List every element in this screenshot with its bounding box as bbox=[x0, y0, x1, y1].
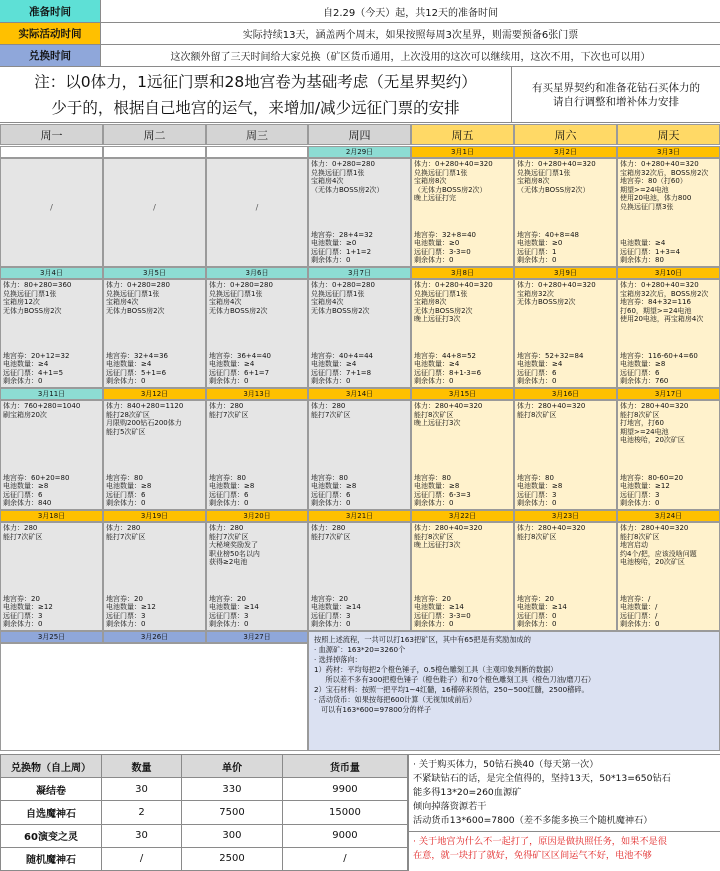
day-cell bbox=[103, 279, 206, 388]
exchange-item: 60演变之灵 bbox=[1, 824, 102, 847]
day-date bbox=[103, 146, 206, 158]
day-stats: 地宫券：/ 电池数量：/ 远征门票：/ 剩余体力：0 bbox=[620, 594, 660, 629]
day-stats: 电池数量：≥4 远征门票：1+3=4 剩余体力：80 bbox=[620, 239, 681, 265]
tip-line: 倾向掉落资源若干 bbox=[413, 801, 487, 812]
exchange-total: 9900 bbox=[282, 778, 407, 801]
summary-line: 按照上述流程，一共可以打163把矿区，其中有65把是有奖励加成的 bbox=[314, 635, 531, 644]
note-line-1: 注：以0体力，1远征门票和28地宫卷为基础考虑（无星界契约） bbox=[34, 72, 477, 91]
exchange-price: 2500 bbox=[182, 847, 283, 870]
day-cell bbox=[0, 158, 103, 267]
exchange-qty: / bbox=[102, 847, 182, 870]
day-plan: 体力：280 能打7次矿区 bbox=[311, 524, 351, 541]
event-time-label: 实际活动时间 bbox=[0, 23, 101, 44]
day-cell bbox=[103, 522, 206, 631]
day-date: 3月15日 bbox=[411, 388, 514, 400]
exchange-table bbox=[0, 754, 408, 871]
day-date bbox=[0, 146, 103, 158]
exchange-header: 货币量 bbox=[282, 755, 407, 778]
day-date: 3月12日 bbox=[103, 388, 206, 400]
exchange-total: 9000 bbox=[282, 824, 407, 847]
day-stats: 地宫券：20 电池数量：≥14 远征门票：0 剩余体力：0 bbox=[517, 594, 567, 629]
day-plan: 体力：0+280+40=320 宝箱房32次后，BOSS房2次 地宫券：80（打60） 期望>=24电池 使用20电池，体力800 兑换远征门票3张 bbox=[620, 160, 709, 211]
day-stats: 地宫券：40+4=44 电池数量：≥4 远征门票：7+1=8 剩余体力：0 bbox=[311, 351, 373, 386]
exchange-row bbox=[1, 778, 408, 801]
day-date: 3月2日 bbox=[514, 146, 617, 158]
day-cell bbox=[411, 522, 514, 631]
weekday-header: 周六 bbox=[514, 124, 617, 145]
tips-panel bbox=[408, 754, 720, 871]
day-stats: 地宫券：32+4=36 电池数量：≥4 远征门票：5+1=6 剩余体力：0 bbox=[106, 351, 168, 386]
day-plan: 体力：280+40=320 能打8次矿区 bbox=[517, 524, 586, 541]
day-date: 3月10日 bbox=[617, 267, 720, 279]
weekday-header: 周天 bbox=[617, 124, 720, 145]
day-stats: 地宫券：80 电池数量：≥8 远征门票：6 剩余体力：0 bbox=[106, 473, 152, 508]
exchange-qty: 30 bbox=[102, 824, 182, 847]
day-stats: 地宫券：80-60=20 电池数量：≥12 远征门票：3 剩余体力：0 bbox=[620, 473, 684, 508]
weekday-header: 周三 bbox=[206, 124, 308, 145]
day-date bbox=[206, 146, 308, 158]
tip-line: 在意，就一块打了就好，免得矿区区间运气不好，电池不够 bbox=[413, 850, 652, 861]
exchange-header: 单价 bbox=[182, 755, 283, 778]
weekday-header: 周二 bbox=[103, 124, 206, 145]
day-stats: 地宫券：80 电池数量：≥8 远征门票：3 剩余体力：0 bbox=[517, 473, 563, 508]
note-banner bbox=[0, 66, 720, 123]
day-plan: 体力：0+280+40=320 宝箱房32次 无体力BOSS房2次 bbox=[517, 281, 596, 307]
exchange-price: 7500 bbox=[182, 801, 283, 824]
event-time-value: 实际持续13天，涵盖两个周末，如果按照每周3次星界，则需要预备6张门票 bbox=[242, 30, 579, 41]
tip-line: · 关于购买体力，50钻石换40（每天第一次） bbox=[413, 759, 599, 770]
note-right-2: 请自行调整和增补体力安排 bbox=[553, 95, 679, 108]
day-plan: 体力：280 能打7次矿区 bbox=[3, 524, 43, 541]
prep-time-label: 准备时间 bbox=[0, 0, 101, 22]
day-stats: 地宫券：80 电池数量：≥8 远征门票：6 剩余体力：0 bbox=[209, 473, 255, 508]
day-stats: 地宫券：20 电池数量：≥12 远征门票：3 剩余体力：0 bbox=[106, 594, 156, 629]
day-cell bbox=[308, 158, 411, 267]
day-date: 3月3日 bbox=[617, 146, 720, 158]
day-plan: 体力：280+40=320 能打8次矿区 晚上远征打3次 bbox=[414, 524, 483, 550]
day-cell bbox=[308, 279, 411, 388]
day-date: 3月4日 bbox=[0, 267, 103, 279]
blank-area bbox=[0, 643, 308, 751]
day-cell bbox=[514, 522, 617, 631]
day-plan: 体力：280+40=320 能打8次矿区 地宫启动 约4个/把，应该没啥问题 电池梭哈，20次矿区 bbox=[620, 524, 697, 567]
day-cell bbox=[617, 522, 720, 631]
calendar bbox=[0, 124, 720, 751]
exchange-total: 15000 bbox=[282, 801, 407, 824]
exchange-time-label: 兑换时间 bbox=[0, 45, 101, 66]
day-date: 3月1日 bbox=[411, 146, 514, 158]
day-stats: 地宫券：28+4=32 电池数量：≥0 远征门票：1+1=2 剩余体力：0 bbox=[311, 230, 373, 265]
exchange-qty: 30 bbox=[102, 778, 182, 801]
day-cell bbox=[308, 400, 411, 510]
day-cell bbox=[206, 400, 308, 510]
day-date: 3月22日 bbox=[411, 510, 514, 522]
day-stats: 地宫券：80 电池数量：≥8 远征门票：6 剩余体力：0 bbox=[311, 473, 357, 508]
prep-time-value: 自2.29（今天）起，共12天的准备时间 bbox=[323, 7, 498, 19]
day-stats: 地宫券：20 电池数量：≥14 远征门票：3 剩余体力：0 bbox=[311, 594, 361, 629]
day-plan: 体力：0+280=280 兑换远征门票1张 宝箱房4次 无体力BOSS房2次 bbox=[311, 281, 375, 315]
summary-line: · 活动货币：如果按每把600计算（无视加成前后） bbox=[314, 695, 477, 704]
exchange-qty: 2 bbox=[102, 801, 182, 824]
exchange-price: 330 bbox=[182, 778, 283, 801]
day-cell bbox=[514, 400, 617, 510]
exchange-row bbox=[1, 824, 408, 847]
day-cell bbox=[308, 522, 411, 631]
day-stats: 地宫券：20+12=32 电池数量：≥4 远征门票：4+1=5 剩余体力：0 bbox=[3, 351, 70, 386]
prep-time-row bbox=[0, 0, 720, 22]
summary-line: 1）药材：平均每把2个橙色锤子，0.5橙色雕刻工具（主观印象判断的数据） bbox=[314, 665, 558, 674]
day-date: 3月18日 bbox=[0, 510, 103, 522]
day-cell bbox=[411, 400, 514, 510]
day-cell bbox=[411, 279, 514, 388]
day-plan: 体力：760+280=1040 刷宝箱房20次 bbox=[3, 402, 81, 419]
day-cell bbox=[617, 400, 720, 510]
day-cell bbox=[617, 279, 720, 388]
empty-slash: / bbox=[153, 202, 156, 212]
day-cell bbox=[206, 158, 308, 267]
day-date: 3月6日 bbox=[206, 267, 308, 279]
day-plan: 体力：0+280+40=320 兑换远征门票1张 宝箱房8次 （无体力BOSS房2次） bbox=[517, 160, 596, 194]
day-date: 3月11日 bbox=[0, 388, 103, 400]
day-date: 3月14日 bbox=[308, 388, 411, 400]
day-date: 3月13日 bbox=[206, 388, 308, 400]
day-plan: 体力：280+40=320 能打8次矿区 打地宫，打60 期望>=24电池 电池梭哈，20次矿区 bbox=[620, 402, 689, 445]
exchange-item: 自选魔神石 bbox=[1, 801, 102, 824]
note-right-1: 有买星界契约和准备花钻石买体力的 bbox=[532, 81, 700, 94]
tip-line: · 关于地宫为什么不一起打了，原因是做执照任务，如果不是很 bbox=[413, 836, 667, 847]
exchange-price: 300 bbox=[182, 824, 283, 847]
day-date: 3月26日 bbox=[103, 631, 206, 643]
exchange-header-row bbox=[1, 755, 408, 778]
exchange-row bbox=[1, 847, 408, 870]
day-stats: 地宫券：52+32=84 电池数量：≥4 远征门票：6 剩余体力：0 bbox=[517, 351, 584, 386]
day-cell bbox=[617, 158, 720, 267]
day-plan: 体力：80+280=360 兑换远征门票1张 宝箱房12次 无体力BOSS房2次 bbox=[3, 281, 72, 315]
day-plan: 体力：280 能打7次矿区 bbox=[106, 524, 146, 541]
day-date: 2月29日 bbox=[308, 146, 411, 158]
day-plan: 体力：0+280+40=320 宝箱房32次后，BOSS房2次 地宫券：84+32=116 打60，期望>=24电池 使用20电池，再宝箱房4次 bbox=[620, 281, 709, 324]
day-date: 3月19日 bbox=[103, 510, 206, 522]
day-date: 3月20日 bbox=[206, 510, 308, 522]
weekday-header: 周四 bbox=[308, 124, 411, 145]
day-cell bbox=[411, 158, 514, 267]
summary-line: 所以差不多有300把橙色锤子（橙色鞋子）和70个橙色雕刻工具（橙色刀油/磨刀石） bbox=[314, 675, 596, 684]
day-stats: 地宫券：20 电池数量：≥12 远征门票：3 剩余体力：0 bbox=[3, 594, 53, 629]
day-cell bbox=[0, 400, 103, 510]
empty-slash: / bbox=[50, 202, 53, 212]
day-plan: 体力：840+280=1120 能打28次矿区 月限购200钻石200体力 能打5次矿区 bbox=[106, 402, 184, 436]
day-stats: 地宫券：40+8=48 电池数量：≥0 远征门票：1 剩余体力：0 bbox=[517, 230, 579, 265]
day-plan: 体力：280 能打7次矿区 bbox=[209, 402, 249, 419]
exchange-header: 数量 bbox=[102, 755, 182, 778]
day-date: 3月9日 bbox=[514, 267, 617, 279]
day-stats: 地宫券：20 电池数量：≥14 远征门票：3 剩余体力：0 bbox=[209, 594, 259, 629]
day-stats: 地宫券：32+8=40 电池数量：≥0 远征门票：3-3=0 剩余体力：0 bbox=[414, 230, 476, 265]
day-date: 3月25日 bbox=[0, 631, 103, 643]
day-plan: 体力：0+280+40=320 兑换远征门票1张 宝箱房8次 无体力BOSS房2次 晚上远征打3次 bbox=[414, 281, 493, 324]
day-date: 3月16日 bbox=[514, 388, 617, 400]
note-line-2: 少于的，根据自己地宫的运气，来增加/减少远征门票的安排 bbox=[51, 98, 460, 117]
day-plan: 体力：280 能打7次矿区 大秘境奖励发了 职业榜50名以内 获得≥2电池 bbox=[209, 524, 260, 567]
day-stats: 地宫券：20 电池数量：≥14 远征门票：3-3=0 剩余体力：0 bbox=[414, 594, 471, 629]
day-date: 3月5日 bbox=[103, 267, 206, 279]
day-date: 3月7日 bbox=[308, 267, 411, 279]
day-stats: 地宫券：60+20=80 电池数量：≥8 远征门票：6 剩余体力：840 bbox=[3, 473, 70, 508]
day-cell bbox=[206, 279, 308, 388]
day-date: 3月24日 bbox=[617, 510, 720, 522]
day-stats: 地宫券：36+4=40 电池数量：≥4 远征门票：6+1=7 剩余体力：0 bbox=[209, 351, 271, 386]
exchange-time-row bbox=[0, 44, 720, 66]
exchange-item: 凝结卷 bbox=[1, 778, 102, 801]
exchange-row bbox=[1, 801, 408, 824]
day-cell bbox=[0, 279, 103, 388]
day-plan: 体力：0+280=280 兑换远征门票1张 宝箱房4次 无体力BOSS房2次 bbox=[106, 281, 170, 315]
day-cell bbox=[0, 522, 103, 631]
summary-line: 2）宝石材料：按照一把平均1~4红髓，16稽碎来预估，250~500红髓，2500稽碎。 bbox=[314, 685, 589, 694]
day-date: 3月23日 bbox=[514, 510, 617, 522]
day-plan: 体力：280+40=320 能打8次矿区 bbox=[517, 402, 586, 419]
day-plan: 体力：280+40=320 能打8次矿区 晚上远征打3次 bbox=[414, 402, 483, 428]
tip-line: 能多得13*20=260血源矿 bbox=[413, 787, 522, 798]
summary-line: · 选择掉落向： bbox=[314, 655, 362, 664]
exchange-header: 兑换物（自上周） bbox=[1, 755, 102, 778]
day-stats: 地宫券：44+8=52 电池数量：≥4 远征门票：8+1-3=6 剩余体力：0 bbox=[414, 351, 482, 386]
day-plan: 体力：0+280=280 兑换远征门票1张 宝箱房4次 无体力BOSS房2次 bbox=[209, 281, 273, 315]
summary-line: · 血源矿：163*20=3260个 bbox=[314, 645, 406, 654]
day-date: 3月21日 bbox=[308, 510, 411, 522]
day-cell bbox=[206, 522, 308, 631]
day-cell bbox=[514, 158, 617, 267]
day-plan: 体力：0+280=280 兑换远征门票1张 宝箱房4次 （无体力BOSS房2次） bbox=[311, 160, 384, 194]
day-date: 3月17日 bbox=[617, 388, 720, 400]
weekday-header: 周五 bbox=[411, 124, 514, 145]
stamina-tip bbox=[409, 755, 720, 832]
day-date: 3月8日 bbox=[411, 267, 514, 279]
summary-box bbox=[308, 631, 720, 751]
event-time-row bbox=[0, 22, 720, 44]
day-cell bbox=[103, 158, 206, 267]
day-stats: 地宫券：80 电池数量：≥8 远征门票：6-3=3 剩余体力：0 bbox=[414, 473, 471, 508]
day-cell bbox=[514, 279, 617, 388]
exchange-time-value: 这次额外留了三天时间给大家兑换（矿区货币通用，上次没用的这次可以继续用，这次不用，下次也可以用） bbox=[170, 52, 651, 63]
day-plan: 体力：0+280+40=320 兑换远征门票1张 宝箱房8次 （无体力BOSS房2次） 晚上远征打完 bbox=[414, 160, 493, 203]
day-cell bbox=[103, 400, 206, 510]
empty-slash: / bbox=[255, 202, 259, 212]
exchange-item: 随机魔神石 bbox=[1, 847, 102, 870]
day-plan: 体力：280 能打7次矿区 bbox=[311, 402, 351, 419]
day-date: 3月27日 bbox=[206, 631, 308, 643]
summary-line: 可以有163*600=97800分的样子 bbox=[314, 705, 432, 714]
dungeon-tip bbox=[409, 832, 720, 866]
tip-line: 不紧缺钻石的话，是完全值得的，坚持13天，50*13=650钻石 bbox=[413, 773, 671, 784]
day-stats: 地宫券：116-60+4=60 电池数量：≥8 远征门票：6 剩余体力：760 bbox=[620, 351, 698, 386]
tip-line: 活动货币13*600=7800（差不多能多换三个随机魔神石） bbox=[413, 815, 653, 826]
weekday-header: 周一 bbox=[0, 124, 103, 145]
exchange-total: / bbox=[282, 847, 407, 870]
